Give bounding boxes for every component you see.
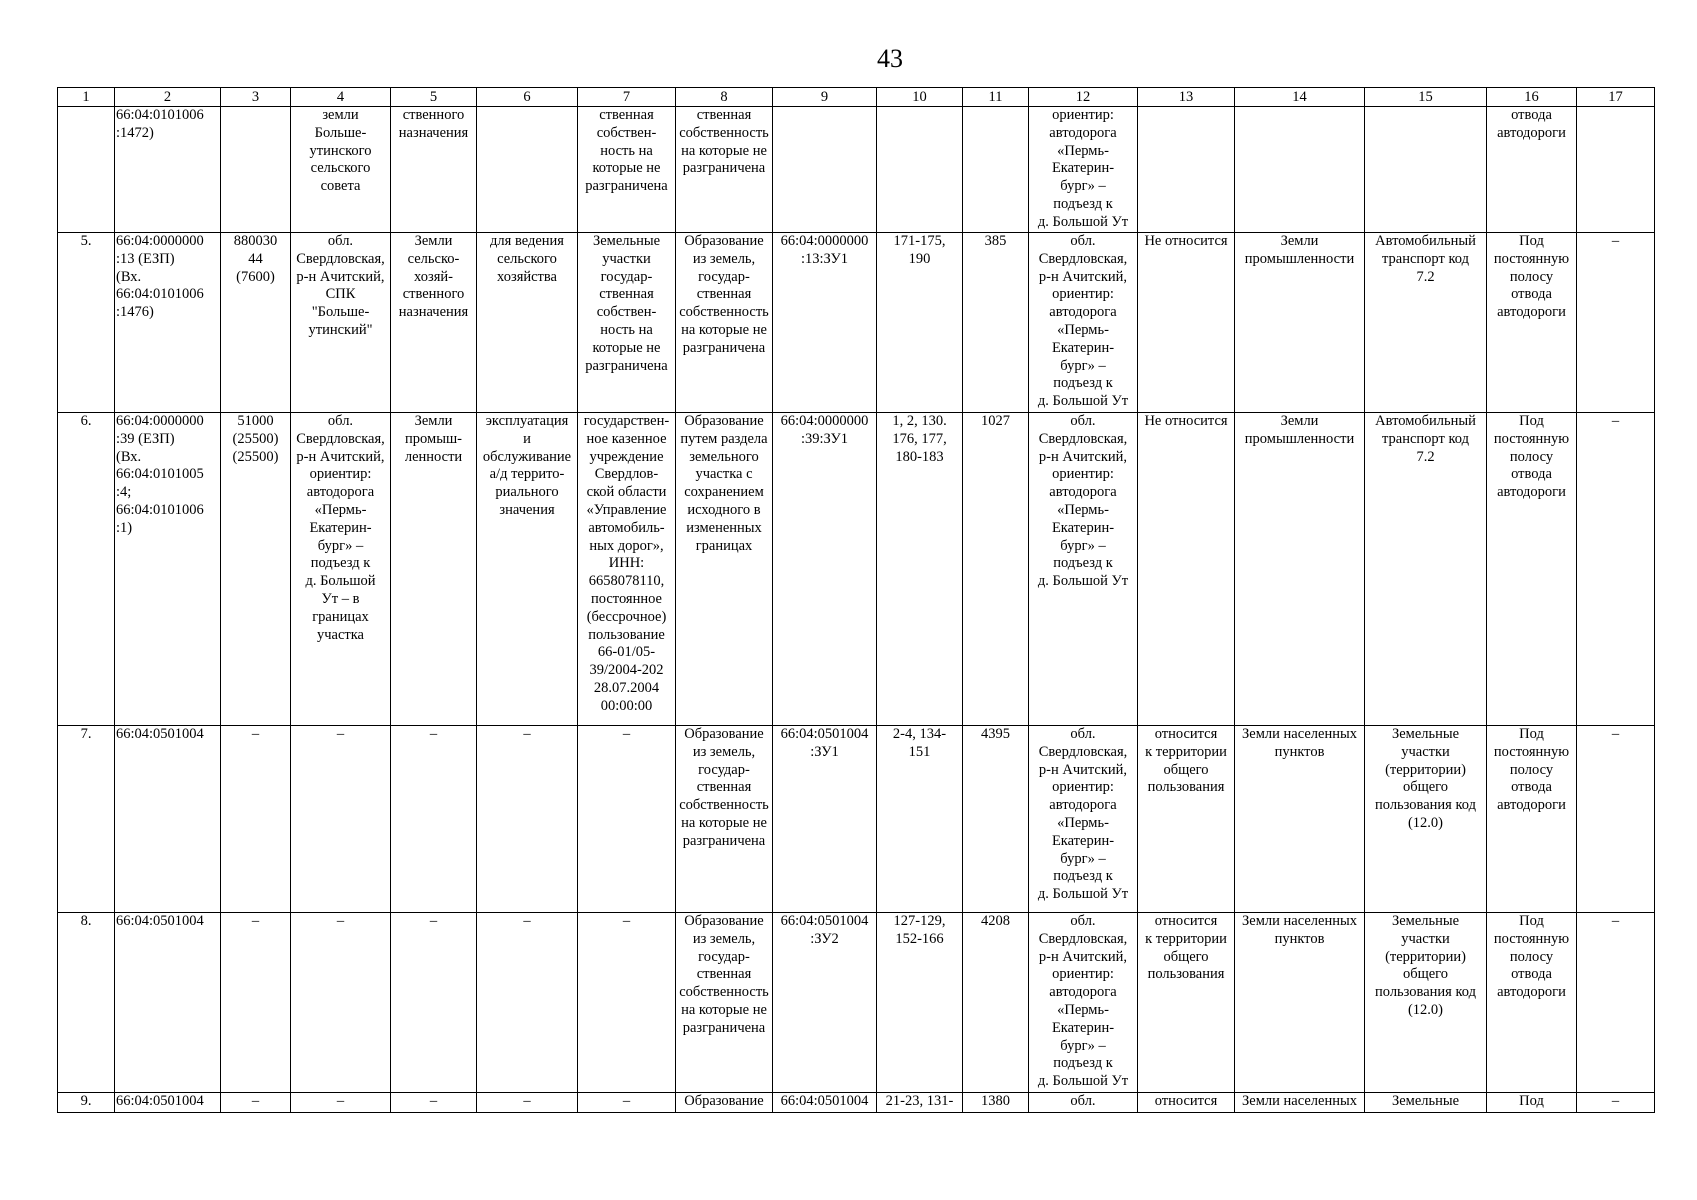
- column-number-cell: 3: [221, 88, 291, 107]
- table-cell-col-6: –: [477, 726, 578, 913]
- table-cell-col-4: –: [291, 1093, 391, 1113]
- table-cell-col-11: [963, 107, 1029, 233]
- table-cell-col-8: Образование из земель, государ- ственная собственность на которые не разграничена: [676, 726, 773, 913]
- table-cell-col-2: 66:04:0501004: [115, 726, 221, 913]
- table-cell-col-17: –: [1577, 413, 1655, 726]
- table-cell-col-2: 66:04:0501004: [115, 913, 221, 1093]
- table-cell-col-16: Под постоянную полосу отвода автодороги: [1487, 233, 1577, 413]
- table-cell-col-12: ориентир: автодорога «Пермь- Екатерин- бург» – подъезд к д. Большой Ут: [1029, 107, 1138, 233]
- table-cell-col-3: [221, 107, 291, 233]
- table-cell-col-7: –: [578, 726, 676, 913]
- table-cell-col-17: –: [1577, 233, 1655, 413]
- table-cell-col-15: Земельные участки (территории) общего пользования код (12.0): [1365, 913, 1487, 1093]
- table-cell-col-16: отвода автодороги: [1487, 107, 1577, 233]
- table-cell-col-2: 66:04:0000000 :13 (ЕЗП) (Вх. 66:04:0101006 :1476): [115, 233, 221, 413]
- table-cell-col-11: 4395: [963, 726, 1029, 913]
- table-cell-col-10: 2-4, 134- 151: [877, 726, 963, 913]
- column-number-cell: 2: [115, 88, 221, 107]
- table-cell-col-4: обл. Свердловская, р-н Ачитский, ориентир: автодорога «Пермь- Екатерин- бург» – подъезд к д. Большой Ут – в границах участка: [291, 413, 391, 726]
- table-cell-col-10: 21-23, 131-: [877, 1093, 963, 1113]
- table-cell-col-4: –: [291, 726, 391, 913]
- table-cell-col-15: Земельные: [1365, 1093, 1487, 1113]
- table-cell-col-17: –: [1577, 913, 1655, 1093]
- table-cell-col-1: 9.: [58, 1093, 115, 1113]
- table-cell-col-9: 66:04:0000000 :39:ЗУ1: [773, 413, 877, 726]
- table-cell-col-13: Не относится: [1138, 413, 1235, 726]
- table-cell-col-3: –: [221, 913, 291, 1093]
- column-number-cell: 4: [291, 88, 391, 107]
- table-cell-col-10: 1, 2, 130. 176, 177, 180-183: [877, 413, 963, 726]
- table-cell-col-15: Автомобильный транспорт код 7.2: [1365, 233, 1487, 413]
- table-row: [58, 1093, 1655, 1113]
- column-number-cell: 11: [963, 88, 1029, 107]
- table-cell-col-5: –: [391, 913, 477, 1093]
- column-number-cell: 17: [1577, 88, 1655, 107]
- table-cell-col-6: для ведения сельского хозяйства: [477, 233, 578, 413]
- table-cell-col-14: Земли промышленности: [1235, 413, 1365, 726]
- table-cell-col-11: 385: [963, 233, 1029, 413]
- table-cell-col-10: 171-175, 190: [877, 233, 963, 413]
- table-cell-col-12: обл.: [1029, 1093, 1138, 1113]
- table-cell-col-5: Земли сельско- хозяй- ственного назначения: [391, 233, 477, 413]
- column-number-cell: 15: [1365, 88, 1487, 107]
- table-cell-col-17: –: [1577, 726, 1655, 913]
- table-cell-col-2: 66:04:0501004: [115, 1093, 221, 1113]
- table-cell-col-14: [1235, 107, 1365, 233]
- page-number: 43: [877, 44, 903, 73]
- table-cell-col-2: 66:04:0000000 :39 (ЕЗП) (Вх. 66:04:0101005 :4; 66:04:0101006 :1): [115, 413, 221, 726]
- table-cell-col-10: [877, 107, 963, 233]
- table-row: [58, 233, 1655, 413]
- table-cell-col-13: Не относится: [1138, 233, 1235, 413]
- table-row: [58, 913, 1655, 1093]
- table-cell-col-12: обл. Свердловская, р-н Ачитский, ориентир: автодорога «Пермь- Екатерин- бург» – подъезд к д. Большой Ут: [1029, 413, 1138, 726]
- column-number-row: [58, 88, 1655, 107]
- table-cell-col-11: 4208: [963, 913, 1029, 1093]
- table-cell-col-7: ственная собствен- ность на которые не разграничена: [578, 107, 676, 233]
- table-row: [58, 107, 1655, 233]
- table-row: [58, 413, 1655, 726]
- table-cell-col-7: –: [578, 1093, 676, 1113]
- table-cell-col-13: относится к территории общего пользования: [1138, 913, 1235, 1093]
- table-cell-col-16: Под: [1487, 1093, 1577, 1113]
- table-cell-col-13: [1138, 107, 1235, 233]
- table-cell-col-4: обл. Свердловская, р-н Ачитский, СПК "Больше- утинский": [291, 233, 391, 413]
- table-cell-col-1: [58, 107, 115, 233]
- table-cell-col-3: 51000 (25500) (25500): [221, 413, 291, 726]
- table-cell-col-9: 66:04:0501004 :ЗУ1: [773, 726, 877, 913]
- table-cell-col-4: –: [291, 913, 391, 1093]
- table-cell-col-10: 127-129, 152-166: [877, 913, 963, 1093]
- column-number-cell: 8: [676, 88, 773, 107]
- table-cell-col-12: обл. Свердловская, р-н Ачитский, ориентир: автодорога «Пермь- Екатерин- бург» – подъезд к д. Большой Ут: [1029, 233, 1138, 413]
- table-cell-col-16: Под постоянную полосу отвода автодороги: [1487, 913, 1577, 1093]
- column-number-cell: 1: [58, 88, 115, 107]
- table-cell-col-8: Образование: [676, 1093, 773, 1113]
- table-cell-col-11: 1027: [963, 413, 1029, 726]
- table-cell-col-9: 66:04:0000000 :13:ЗУ1: [773, 233, 877, 413]
- column-number-cell: 16: [1487, 88, 1577, 107]
- table-cell-col-2: 66:04:0101006 :1472): [115, 107, 221, 233]
- table-cell-col-12: обл. Свердловская, р-н Ачитский, ориентир: автодорога «Пермь- Екатерин- бург» – подъезд к д. Большой Ут: [1029, 913, 1138, 1093]
- table-cell-col-7: –: [578, 913, 676, 1093]
- table-cell-col-5: –: [391, 1093, 477, 1113]
- table-cell-col-3: –: [221, 1093, 291, 1113]
- table-cell-col-14: Земли населенных: [1235, 1093, 1365, 1113]
- column-number-cell: 6: [477, 88, 578, 107]
- table-cell-col-5: Земли промыш- ленности: [391, 413, 477, 726]
- table-cell-col-15: Земельные участки (территории) общего пользования код (12.0): [1365, 726, 1487, 913]
- table-cell-col-6: –: [477, 1093, 578, 1113]
- table-cell-col-1: 8.: [58, 913, 115, 1093]
- table-cell-col-17: –: [1577, 1093, 1655, 1113]
- table-cell-col-15: [1365, 107, 1487, 233]
- column-number-cell: 13: [1138, 88, 1235, 107]
- table-cell-col-1: 6.: [58, 413, 115, 726]
- table-cell-col-14: Земли населенных пунктов: [1235, 913, 1365, 1093]
- column-number-cell: 14: [1235, 88, 1365, 107]
- table-cell-col-15: Автомобильный транспорт код 7.2: [1365, 413, 1487, 726]
- table-cell-col-4: земли Больше- утинского сельского совета: [291, 107, 391, 233]
- table-cell-col-8: ственная собственность на которые не разграничена: [676, 107, 773, 233]
- table-cell-col-8: Образование из земель, государ- ственная собственность на которые не разграничена: [676, 233, 773, 413]
- table-cell-col-6: [477, 107, 578, 233]
- table-cell-col-7: государствен- ное казенное учреждение Свердлов- ской области «Управление автомобиль- ных дорог», ИНН: 6658078110, постоянное (бессрочное) пользование 66-01/05- 39/2004-202 28.07.2004 00:00:00: [578, 413, 676, 726]
- land-plots-table: [57, 87, 1655, 1113]
- table-cell-col-1: 5.: [58, 233, 115, 413]
- table-cell-col-11: 1380: [963, 1093, 1029, 1113]
- table-cell-col-1: 7.: [58, 726, 115, 913]
- table-cell-col-13: относится: [1138, 1093, 1235, 1113]
- table-cell-col-6: –: [477, 913, 578, 1093]
- table-cell-col-5: ственного назначения: [391, 107, 477, 233]
- table-cell-col-14: Земли населенных пунктов: [1235, 726, 1365, 913]
- column-number-cell: 9: [773, 88, 877, 107]
- table-cell-col-7: Земельные участки государ- ственная собствен- ность на которые не разграничена: [578, 233, 676, 413]
- table-cell-col-9: 66:04:0501004: [773, 1093, 877, 1113]
- table-cell-col-17: [1577, 107, 1655, 233]
- table-cell-col-9: 66:04:0501004 :ЗУ2: [773, 913, 877, 1093]
- table-cell-col-8: Образование путем раздела земельного участка с сохранением исходного в измененных границах: [676, 413, 773, 726]
- table-cell-col-3: –: [221, 726, 291, 913]
- table-cell-col-5: –: [391, 726, 477, 913]
- table-cell-col-14: Земли промышленности: [1235, 233, 1365, 413]
- table-cell-col-16: Под постоянную полосу отвода автодороги: [1487, 413, 1577, 726]
- column-number-cell: 10: [877, 88, 963, 107]
- table-cell-col-8: Образование из земель, государ- ственная собственность на которые не разграничена: [676, 913, 773, 1093]
- column-number-cell: 7: [578, 88, 676, 107]
- table-cell-col-6: эксплуатация и обслуживание а/д террито- риального значения: [477, 413, 578, 726]
- column-number-cell: 5: [391, 88, 477, 107]
- table-cell-col-12: обл. Свердловская, р-н Ачитский, ориентир: автодорога «Пермь- Екатерин- бург» – подъезд к д. Большой Ут: [1029, 726, 1138, 913]
- table-cell-col-9: [773, 107, 877, 233]
- column-number-cell: 12: [1029, 88, 1138, 107]
- table-cell-col-16: Под постоянную полосу отвода автодороги: [1487, 726, 1577, 913]
- table-row: [58, 726, 1655, 913]
- table-cell-col-13: относится к территории общего пользования: [1138, 726, 1235, 913]
- table-cell-col-3: 880030 44 (7600): [221, 233, 291, 413]
